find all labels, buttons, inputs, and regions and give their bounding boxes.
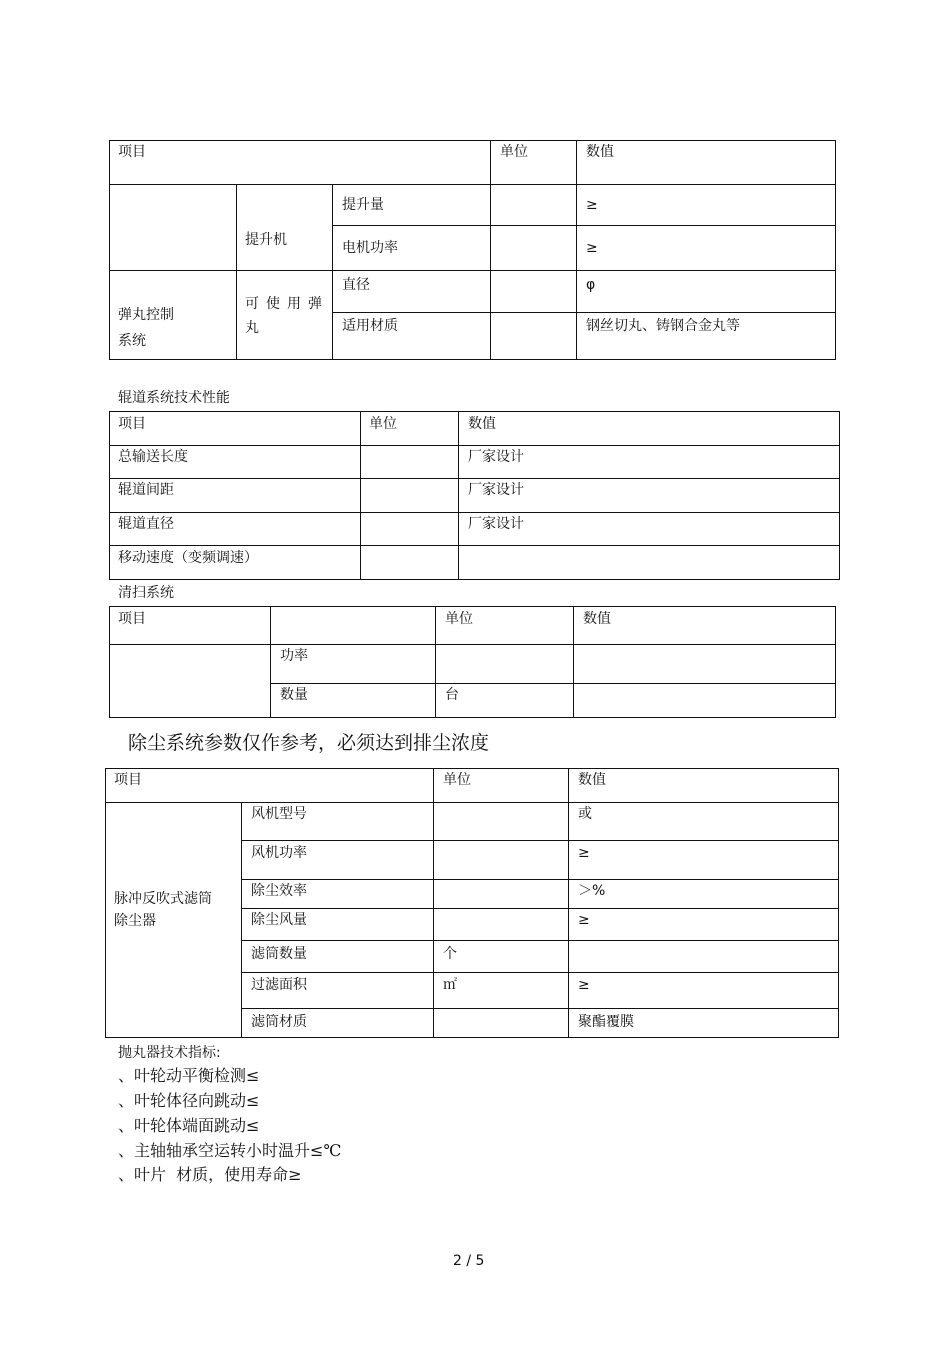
shot-label-line-1: 可使用弹 <box>245 296 329 312</box>
cleaning-table-rule <box>573 606 574 718</box>
row-name: 直径 <box>342 277 370 293</box>
header-item: 项目 <box>118 416 146 432</box>
cleaning-table-rule <box>109 644 836 645</box>
roller-table-rule <box>109 545 840 546</box>
cleaning-table-rule <box>270 606 271 718</box>
dust-table-rule <box>241 972 839 973</box>
row-value: ≥ <box>578 845 590 861</box>
row-unit: 个 <box>443 946 457 962</box>
table-1-rule <box>332 184 333 360</box>
table-1-rule <box>109 270 836 271</box>
dust-table-rule <box>241 879 839 880</box>
roller-table-rule <box>360 411 361 580</box>
row-value: 厂家设计 <box>468 516 524 532</box>
row-name: 除尘效率 <box>251 883 307 899</box>
row-value: 厂家设计 <box>468 482 524 498</box>
group-label-line-1: 脉冲反吹式滤筒 <box>114 891 212 907</box>
list-item: 、叶片 材质，使用寿命≥ <box>118 1165 302 1184</box>
row-name: 电机功率 <box>342 240 398 256</box>
table-1-rule <box>109 184 836 185</box>
row-name: 风机功率 <box>251 845 307 861</box>
row-name: 辊道直径 <box>118 516 174 532</box>
row-name: 适用材质 <box>342 318 398 334</box>
row-value: ≥ <box>586 240 598 256</box>
row-value: ≥ <box>586 197 598 213</box>
row-unit: ㎡ <box>443 977 457 993</box>
dust-table-border <box>105 768 839 1038</box>
table-1-rule <box>332 225 836 226</box>
row-value: ≥ <box>578 977 590 993</box>
row-value: ≥ <box>578 912 590 928</box>
header-item: 项目 <box>114 772 142 788</box>
group-label-line-2: 除尘器 <box>114 913 156 929</box>
group-label-line-2: 系统 <box>118 333 146 349</box>
list-item: 、叶轮体径向跳动≤ <box>118 1091 260 1110</box>
header-item: 项目 <box>118 611 146 627</box>
dust-table-rule <box>241 940 839 941</box>
row-name: 辊道间距 <box>118 482 174 498</box>
row-value: ＞% <box>578 883 606 899</box>
header-value: 数值 <box>583 611 611 627</box>
row-name: 滤筒材质 <box>251 1014 307 1030</box>
header-unit: 单位 <box>500 144 528 160</box>
row-name: 总输送长度 <box>118 449 188 465</box>
table-1-rule <box>576 140 577 360</box>
list-item: 、叶轮动平衡检测≤ <box>118 1066 260 1085</box>
page-number: 2 / 5 <box>453 1253 485 1269</box>
row-name: 功率 <box>280 648 308 664</box>
roller-table-rule <box>109 512 840 513</box>
row-name: 过滤面积 <box>251 977 307 993</box>
header-value: 数值 <box>578 772 606 788</box>
dust-table-rule <box>433 768 434 1038</box>
row-value: φ <box>586 277 596 293</box>
group-label-line-1: 弹丸控制 <box>118 307 174 323</box>
row-value: 钢丝切丸、铸钢合金丸等 <box>586 318 740 334</box>
dust-table-rule <box>241 840 839 841</box>
header-unit: 单位 <box>369 416 397 432</box>
row-name: 除尘风量 <box>251 912 307 928</box>
row-name: 风机型号 <box>251 806 307 822</box>
table-1-rule <box>332 312 836 313</box>
row-name: 移动速度（变频调速） <box>118 550 258 566</box>
row-name: 提升量 <box>342 197 384 213</box>
roller-title: 辊道系统技术性能 <box>118 390 230 406</box>
header-value: 数值 <box>586 144 614 160</box>
hoist-label: 提升机 <box>245 232 287 248</box>
roller-table-rule <box>109 445 840 446</box>
table-1-rule <box>236 184 237 360</box>
roller-table-rule <box>458 411 459 580</box>
dust-table-rule <box>241 1008 839 1009</box>
cleaning-table-rule <box>270 683 836 684</box>
header-unit: 单位 <box>443 772 471 788</box>
list-item: 、叶轮体端面跳动≤ <box>118 1116 260 1135</box>
row-unit: 台 <box>445 687 459 703</box>
shotblaster-title: 抛丸器技术指标: <box>118 1045 221 1061</box>
cleaning-table-rule <box>435 606 436 718</box>
table-1-rule <box>490 140 491 360</box>
row-value: 厂家设计 <box>468 449 524 465</box>
row-name: 滤筒数量 <box>251 946 307 962</box>
header-item: 项目 <box>118 144 146 160</box>
dust-table-rule <box>241 802 242 1038</box>
shot-label-line-2: 丸 <box>245 320 259 336</box>
header-unit: 单位 <box>445 611 473 627</box>
dust-table-rule <box>241 908 839 909</box>
list-item: 、主轴轴承空运转小时温升≤℃ <box>118 1141 342 1160</box>
row-value: 聚酯覆膜 <box>578 1014 634 1030</box>
dust-table-rule <box>105 802 839 803</box>
dust-table-rule <box>568 768 569 1038</box>
roller-table-rule <box>109 478 840 479</box>
header-value: 数值 <box>468 416 496 432</box>
row-value: 或 <box>578 806 592 822</box>
row-name: 数量 <box>280 687 308 703</box>
dust-title: 除尘系统参数仅作参考，必须达到排尘浓度 <box>128 732 490 754</box>
cleaning-title: 清扫系统 <box>118 585 174 601</box>
